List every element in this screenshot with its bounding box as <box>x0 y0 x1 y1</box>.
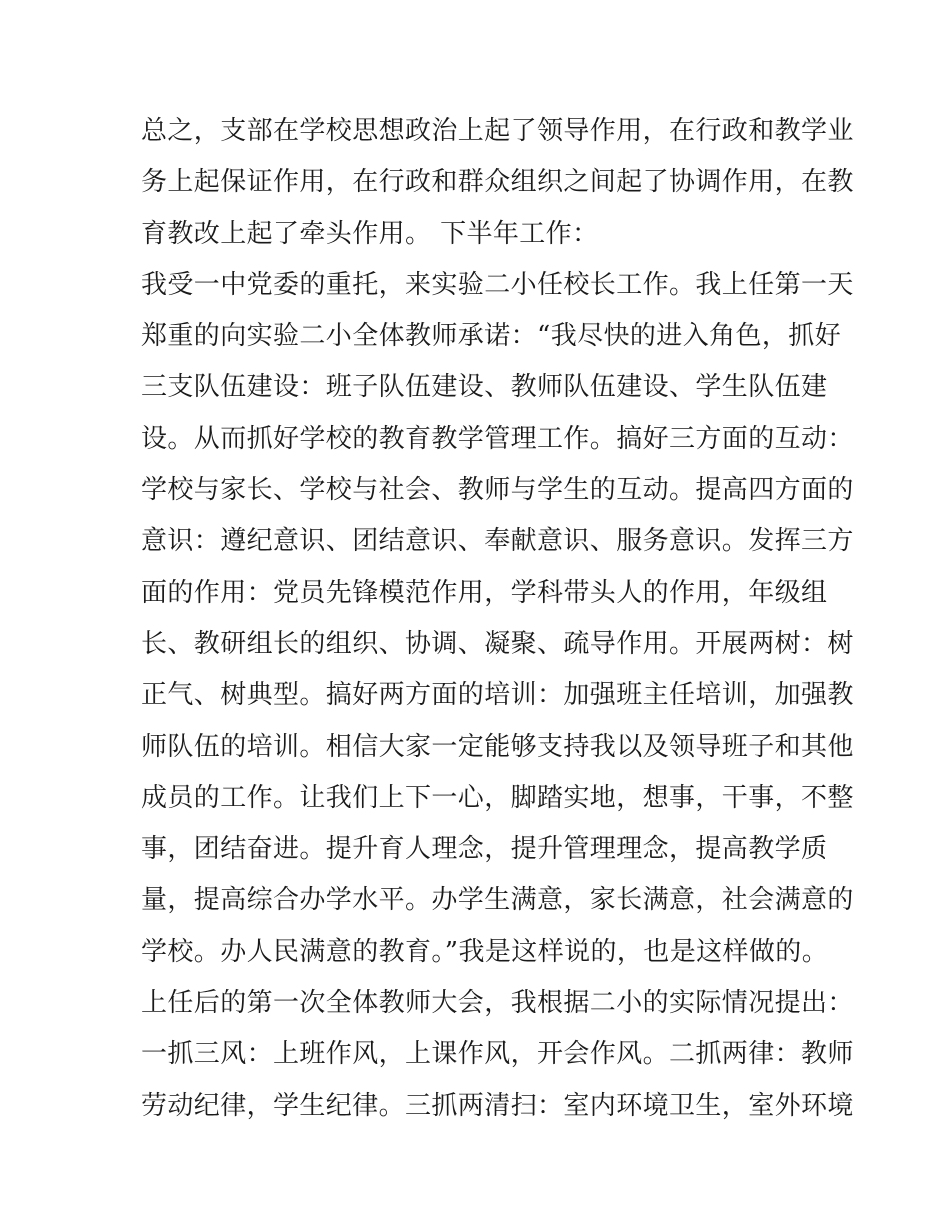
text-line: 设。从而抓好学校的教育教学管理工作。搞好三方面的互动： <box>141 423 854 454</box>
body-text <box>141 106 854 1132</box>
text-line: 学校。办人民满意的教育。”我是这样说的，也是这样做的。 <box>141 936 829 967</box>
text-line: 劳动纪律，学生纪律。三抓两清扫：室内环境卫生，室外环境 <box>141 1090 854 1121</box>
text-line: 上任后的第一次全体教师大会，我根据二小的实际情况提出： <box>141 988 854 1019</box>
text-line: 量，提高综合办学水平。办学生满意，家长满意，社会满意的 <box>141 885 854 916</box>
text-line: 我受一中党委的重托，来实验二小任校长工作。我上任第一天 <box>141 269 854 300</box>
text-line: 意识：遵纪意识、团结意识、奉献意识、服务意识。发挥三方 <box>141 526 854 557</box>
text-line: 总之，支部在学校思想政治上起了领导作用，在行政和教学业 <box>141 116 854 146</box>
text-line: 正气、树典型。搞好两方面的培训：加强班主任培训，加强教 <box>141 680 854 711</box>
text-line: 成员的工作。让我们上下一心，脚踏实地，想事，干事，不整 <box>141 782 854 813</box>
text-line: 郑重的向实验二小全体教师承诺：“我尽快的进入角色，抓好 <box>141 321 842 352</box>
text-line: 事，团结奋进。提升育人理念，提升管理理念，提高教学质 <box>141 834 828 865</box>
text-line: 三支队伍建设：班子队伍建设、教师队伍建设、学生队伍建 <box>141 372 828 403</box>
text-line: 面的作用：党员先锋模范作用，学科带头人的作用，年级组 <box>141 577 828 608</box>
text-line: 育教改上起了牵头作用。 下半年工作： <box>141 218 599 249</box>
text-line: 学校与家长、学校与社会、教师与学生的互动。提高四方面的 <box>141 475 854 506</box>
text-line: 长、教研组长的组织、协调、凝聚、疏导作用。开展两树：树 <box>141 628 854 659</box>
text-line: 师队伍的培训。相信大家一定能够支持我以及领导班子和其他 <box>141 731 854 762</box>
text-line: 一抓三风：上班作风，上课作风，开会作风。二抓两律：教师 <box>141 1039 854 1070</box>
text-line: 务上起保证作用，在行政和群众组织之间起了协调作用，在教 <box>141 167 854 198</box>
